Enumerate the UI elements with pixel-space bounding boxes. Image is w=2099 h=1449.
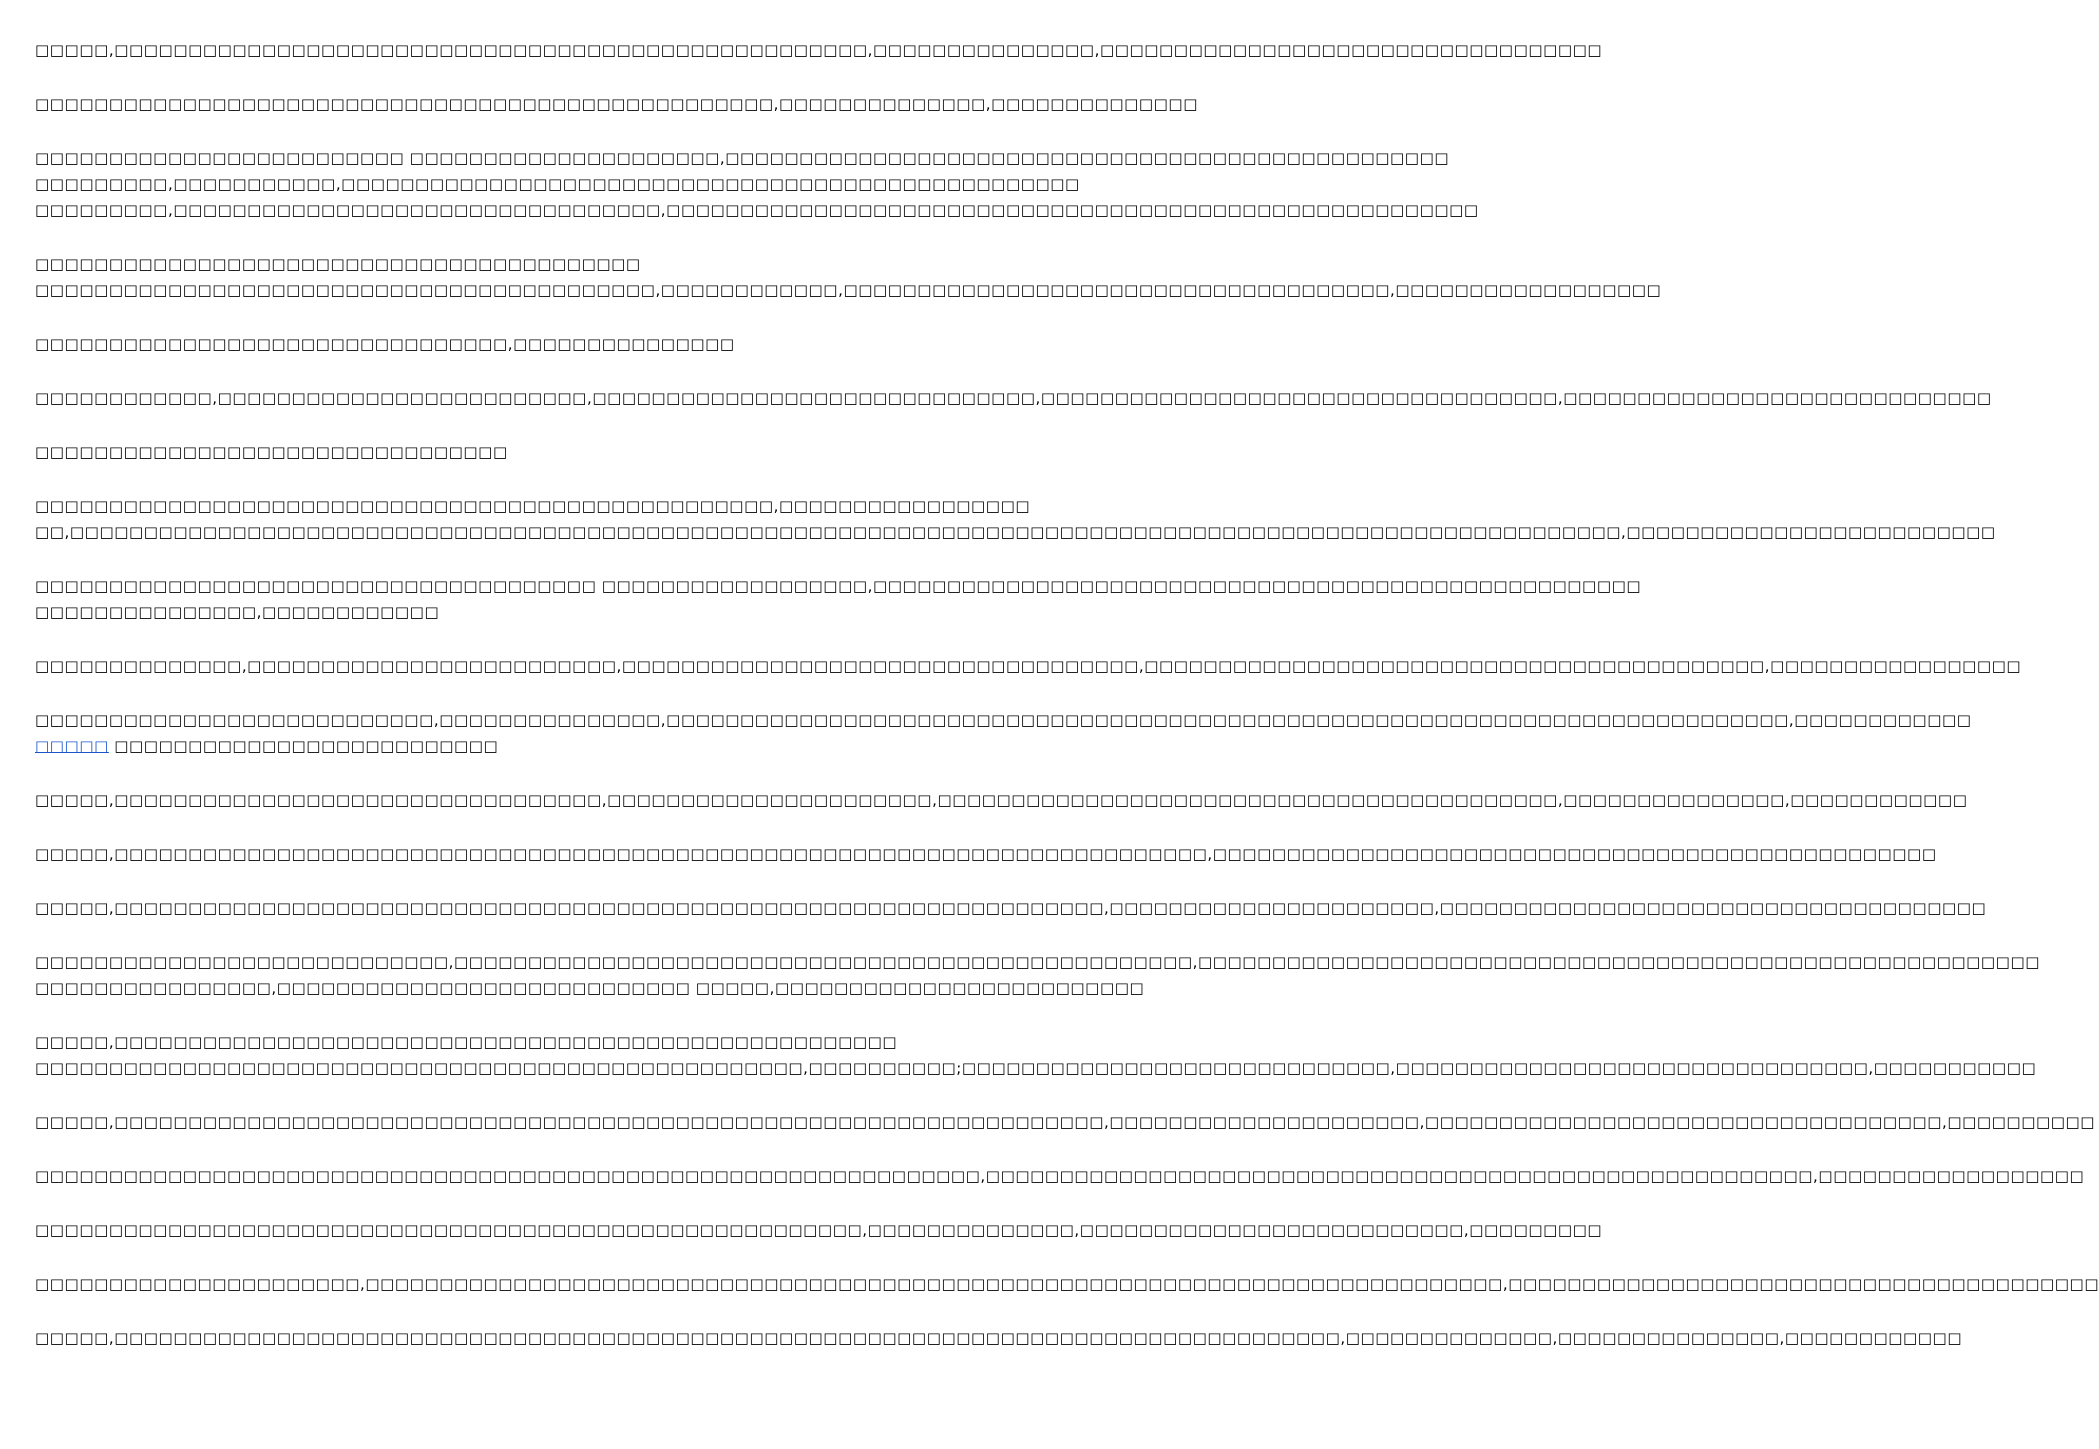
text-line: [35, 197, 1479, 223]
text-line: [35, 573, 1642, 599]
text-line: [35, 519, 1996, 545]
text-line: [35, 1325, 1963, 1351]
line-text: □□□□□,□□□□□□□□□□□□□□□□□□□□□□□□□□□□□□□□□□□□□□□□□□□□□□□□□□□□□□□□□□□□□□□□□□□,□□□□□□□□□□□□□□□□□□□□□,□□□□□□□□□□□□□□□□□□□□□□□□□□□□□□□□□□□,□□□□□□□□□□: [35, 1113, 2096, 1131]
paragraph: [35, 653, 2022, 679]
line-text: □□□□□□□□□□□□□□□□□□□□□□□□□□□□□□□□□□□□□□□□□□□□□□□□□□,□□□□□□□□□□□□□□□□□: [35, 497, 1031, 515]
text-line: [35, 251, 990, 277]
text-line: [35, 949, 2041, 975]
text-line: [35, 1217, 1603, 1243]
line-text: □□□□□□□□□□□□□□□□,□□□□□□□□□□□□□□□□□□□□□□□□□□□□ □□□□□,□□□□□□□□□□□□□□□□□□□□□□□□□: [35, 979, 1145, 997]
line-text: □□□□□□□□□□□□□□□□□□□□□□□□□□□□,□□□□□□□□□□□□□□□□□□□□□□□□□□□□□□□□□□□□□□□□□□□□□□□□□□,□□□□□□□□□□□□□□□□□□□□□□□□□□□□□□□□□□□□□□□□□□□□□□□□□□□□□□□□□: [35, 953, 2041, 971]
line-text: □□□□□□□□□□□□□□□□□□□□□□□□□□□□□□□□□□□□□□□□□□□□□□□□□□□□□□□□□□□□□□□□,□□□□□□□□□□□□□□□□□□□□□□□□□□□□□□□□□□□□□□□□□□□□□□□□□□□□□□□□,□□□□□□□□□□□□□□□□□□: [35, 1167, 2085, 1185]
paragraph: [35, 707, 1972, 759]
line-text: □□□□□,□□□□□□□□□□□□□□□□□□□□□□□□□□□□□□□□□□□□□□□□□□□□□□□□□□□□□: [35, 1033, 898, 1051]
line-text: □□□□□□□□□□□□□□□□□□□□□□□□□□□□□□□□□□□□□□□□□: [35, 255, 641, 273]
line-text: □□□□□□□□□□□□□□□□□□□□□□□□□□: [114, 737, 499, 755]
text-line: [35, 841, 1937, 867]
paragraph: [35, 145, 1479, 223]
inline-link[interactable]: □□□□□: [35, 737, 109, 755]
paragraph: [35, 1163, 2085, 1189]
paragraph: [35, 1325, 1963, 1351]
text-line: [35, 653, 2022, 679]
text-line: [35, 1109, 2096, 1135]
text-line: [35, 895, 1987, 921]
text-line: [35, 331, 990, 357]
paragraph: [35, 493, 1996, 545]
line-text: □□□□□□□□□□□□□□□□□□□□□□□□□ □□□□□□□□□□□□□□□□□□□□□,□□□□□□□□□□□□□□□□□□□□□□□□□□□□□□□□□□□□□□□□□□□□□□□□□: [35, 149, 1450, 167]
text-line: [35, 171, 1080, 197]
line-text: □□□□□□□□□□□□□□□□□□□□□□,□□□□□□□□□□□□□□□□□□□□□□□□□□□□□□□□□□□□□□□□□□□□□□□□□□□□□□□□□□□□□□□□□□□□□□□□□□□□□,□□□□□□□□□□□□□□□□□□□□□□□□□□□□□□□□□□□□□□□□: [35, 1275, 2099, 1293]
document-body: [35, 37, 2099, 1379]
paragraph: [35, 949, 2041, 1001]
line-text: □□,□□□□□□□□□□□□□□□□□□□□□□□□□□□□□□□□□□□□□□□□□□□□□□□□□□□□□□□□□□□□□□□□□□□□□□□□□□□□□□□□□□□□□□□□□□□□□□□□□□□□□□□□□,□□□□□□□□□□□□□□□□□□□□□□□□□: [35, 523, 1996, 541]
text-line: [35, 1029, 990, 1055]
paragraph: [35, 385, 1992, 411]
paragraph: [35, 895, 1987, 921]
text-line: [35, 385, 1992, 411]
line-text: □□□□□,□□□□□□□□□□□□□□□□□□□□□□□□□□□□□□□□□□□□□□□□□□□□□□□□□□□□□□□□□□□□□□□□□□□,□□□□□□□□□□□□□□□□□□□□□□,□□□□□□□□□□□□□□□□□□□□□□□□□□□□□□□□□□□□□: [35, 899, 1987, 917]
line-text: □□□□□,□□□□□□□□□□□□□□□□□□□□□□□□□□□□□□□□□□□□□□□□□□□□□□□□□□□□□□□□□□□□□□□□□□□□□□□□□□,□□□□□□□□□□□□□□□□□□□□□□□□□□□□□□□□□□□□□□□□□□□□□□□□□: [35, 845, 1937, 863]
line-text: □□□□□□□□□□□□□□□□□□□□□□□□□□□□□□□□□□□□□□□□□□□□□□□□□□□□,□□□□□□□□□□;□□□□□□□□□□□□□□□□□□□□□□□□□□□□□,□□□□□□□□□□□□□□□□□□□□□□□□□□□□□□□□,□□□□□□□□□□□: [35, 1059, 2037, 1077]
paragraph: [35, 251, 1662, 303]
text-line: [35, 975, 1145, 1001]
text-line: [35, 91, 1198, 117]
line-text: □□□□□□□□□,□□□□□□□□□□□□□□□□□□□□□□□□□□□□□□□□□,□□□□□□□□□□□□□□□□□□□□□□□□□□□□□□□□□□□□□□□□□□□□□□□□□□□□□□□: [35, 201, 1479, 219]
paragraph: [35, 91, 1198, 117]
paragraph: [35, 1217, 1603, 1243]
paragraph: [35, 573, 1642, 625]
line-text: □□□□□,□□□□□□□□□□□□□□□□□□□□□□□□□□□□□□□□□□□□□□□□□□□□□□□□□□□□□□□□□□□□□□□□□□□□□□□□□□□□□□□□□□□,□□□□□□□□□□□□□□,□□□□□□□□□□□□□□□,□□□□□□□□□□□□: [35, 1329, 1963, 1347]
paragraph: [35, 37, 1603, 63]
line-text: □□□□□□□□□□□□□□□□□□□□□□□□□□□□□□□□□□□□□□□□□□□□□□□□□□□□□□□□,□□□□□□□□□□□□□□,□□□□□□□□□□□□□□□□□□□□□□□□□□,□□□□□□□□□: [35, 1221, 1603, 1239]
text-line: [35, 1055, 2037, 1081]
paragraph: [35, 439, 990, 465]
line-text: □□□□□□□□□□□□□□□□□□□□□□□□□□□□□□□□□□□□□□ □□□□□□□□□□□□□□□□□□,□□□□□□□□□□□□□□□□□□□□□□□□□□□□□□□□□□□□□□□□□□□□□□□□□□□□: [35, 577, 1642, 595]
text-line: [35, 1271, 2099, 1297]
paragraph: [35, 787, 1968, 813]
text-line: [35, 37, 1603, 63]
text-line: [35, 493, 1031, 519]
text-line: [35, 439, 990, 465]
text-line: [35, 599, 990, 625]
text-line: [35, 733, 990, 759]
line-text: □□□□□□□□□,□□□□□□□□□□□,□□□□□□□□□□□□□□□□□□□□□□□□□□□□□□□□□□□□□□□□□□□□□□□□□□: [35, 175, 1080, 193]
text-line: [35, 787, 1968, 813]
line-text: □□□□□,□□□□□□□□□□□□□□□□□□□□□□□□□□□□□□□□□,□□□□□□□□□□□□□□□□□□□□□□,□□□□□□□□□□□□□□□□□□□□□□□□□□□□□□□□□□□□□□□□□□,□□□□□□□□□□□□□□□,□□□□□□□□□□□□: [35, 791, 1968, 809]
text-line: [35, 1163, 2085, 1189]
text-line: [35, 145, 1450, 171]
line-text: □□□□□□□□□□□□□□□□□□□□□□□□□□□□□□□□: [35, 443, 508, 461]
paragraph: [35, 1109, 2096, 1135]
paragraph: [35, 1029, 2037, 1081]
text-line: [35, 277, 1662, 303]
line-text: □□□□□,□□□□□□□□□□□□□□□□□□□□□□□□□□□□□□□□□□□□□□□□□□□□□□□□□□□,□□□□□□□□□□□□□□□,□□□□□□□□□□□□□□□□□□□□□□□□□□□□□□□□□□: [35, 41, 1603, 59]
line-text: □□□□□□□□□□□□□□□,□□□□□□□□□□□□: [35, 603, 440, 621]
text-line: [35, 707, 1972, 733]
paragraph: [35, 331, 990, 357]
line-text: □□□□□□□□□□□□,□□□□□□□□□□□□□□□□□□□□□□□□□,□□□□□□□□□□□□□□□□□□□□□□□□□□□□□□,□□□□□□□□□□□□□□□□□□□□□□□□□□□□□□□□□□□,□□□□□□□□□□□□□□□□□□□□□□□□□□□□□: [35, 389, 1992, 407]
line-text: □□□□□□□□□□□□□□,□□□□□□□□□□□□□□□□□□□□□□□□□,□□□□□□□□□□□□□□□□□□□□□□□□□□□□□□□□□□□,□□□□□□□□□□□□□□□□□□□□□□□□□□□□□□□□□□□□□□□□□□,□□□□□□□□□□□□□□□□□: [35, 657, 2022, 675]
line-text: □□□□□□□□□□□□□□□□□□□□□□□□□□□□□□□□□□□□□□□□□□,□□□□□□□□□□□□,□□□□□□□□□□□□□□□□□□□□□□□□□□□□□□□□□□□□□,□□□□□□□□□□□□□□□□□□: [35, 281, 1662, 299]
line-text: □□□□□□□□□□□□□□□□□□□□□□□□□□□,□□□□□□□□□□□□□□□,□□□□□□□□□□□□□□□□□□□□□□□□□□□□□□□□□□□□□□□□□□□□□□□□□□□□□□□□□□□□□□□□□□□□□□□□□□□□,□□□□□□□□□□□□: [35, 711, 1972, 729]
line-text: □□□□□□□□□□□□□□□□□□□□□□□□□□□□□□□□,□□□□□□□□□□□□□□□: [35, 335, 735, 353]
paragraph: [35, 1271, 2099, 1297]
paragraph: [35, 841, 1937, 867]
line-text: □□□□□□□□□□□□□□□□□□□□□□□□□□□□□□□□□□□□□□□□□□□□□□□□□□,□□□□□□□□□□□□□□,□□□□□□□□□□□□□□: [35, 95, 1198, 113]
